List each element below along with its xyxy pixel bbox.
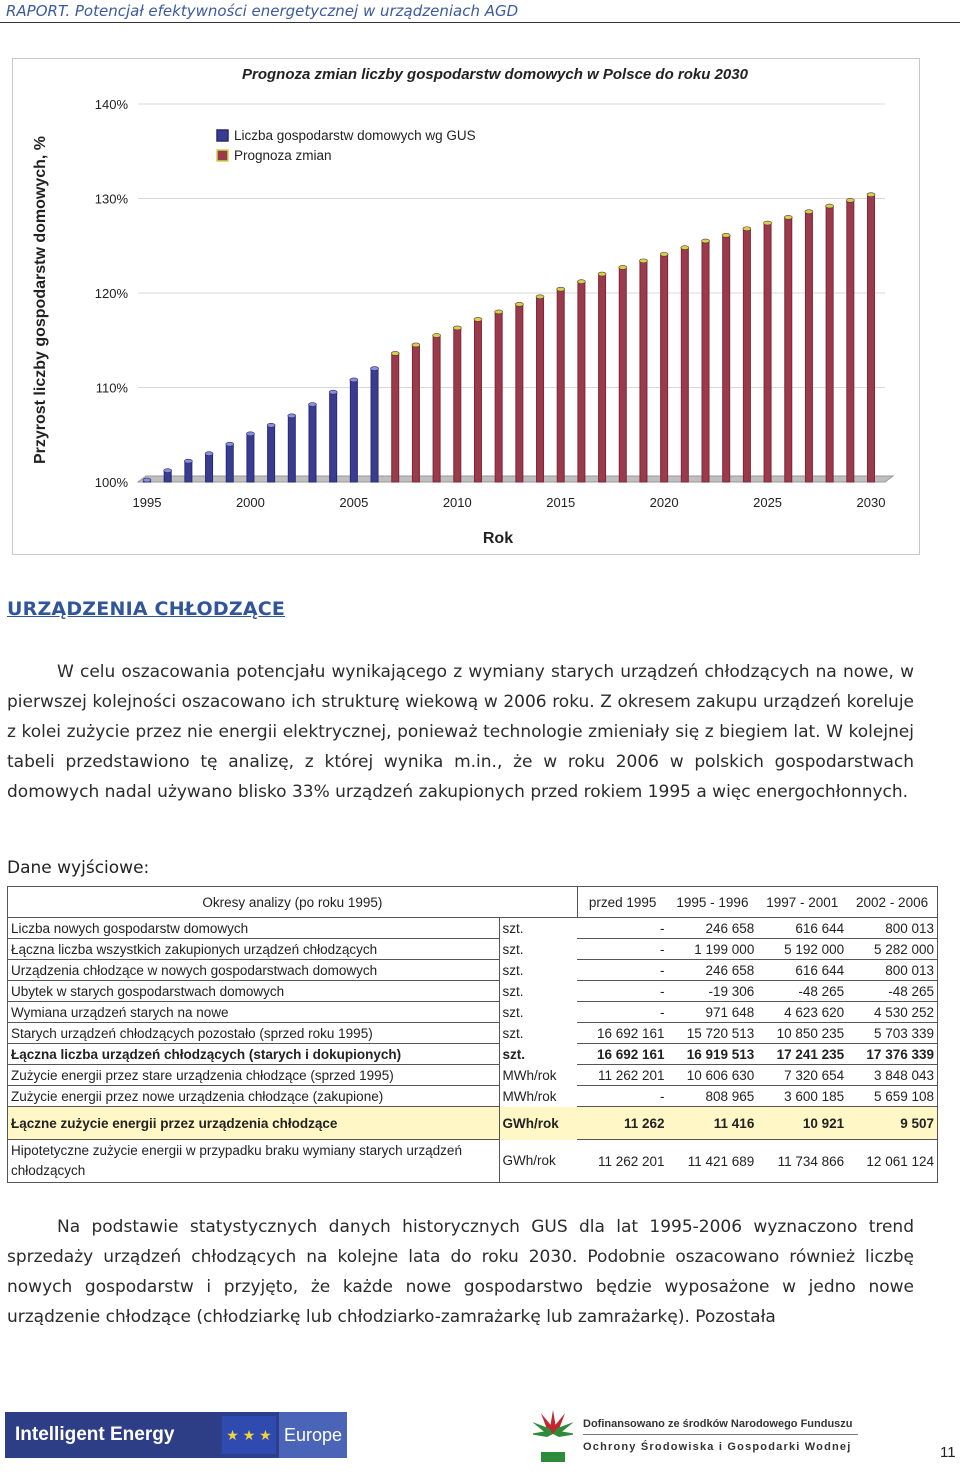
- row-value: 17 376 339: [847, 1044, 937, 1065]
- x-axis-label: Rok: [482, 530, 514, 547]
- bar: [371, 369, 378, 482]
- bar: [723, 235, 730, 482]
- row-value: 3 848 043: [847, 1065, 937, 1086]
- bar-cap: [805, 210, 813, 214]
- row-value: 808 965: [668, 1086, 758, 1107]
- x-tick-label: 2010: [442, 495, 472, 510]
- table-row: [8, 939, 938, 960]
- row-value: 16 919 513: [668, 1044, 758, 1065]
- table-row: [8, 1086, 938, 1107]
- legend-label: Prognoza zmian: [234, 148, 332, 163]
- bar: [433, 336, 440, 482]
- bar: [868, 195, 875, 482]
- bar-cap: [288, 414, 296, 418]
- bar-cap: [867, 193, 875, 197]
- y-axis-label: Przyrost liczby gospodarstw domowych, %: [32, 135, 49, 465]
- bar-cap: [784, 215, 792, 219]
- bar: [619, 267, 626, 482]
- bar-cap: [722, 233, 730, 237]
- bar: [681, 248, 688, 482]
- bar-cap: [536, 295, 544, 299]
- bar-cap: [598, 272, 606, 276]
- bar-cap: [226, 442, 234, 446]
- bar-cap: [577, 280, 585, 284]
- row-unit: szt.: [502, 983, 524, 999]
- chart-title: Prognoza zmian liczby gospodarstw domowych w Polsce do roku 2030: [242, 66, 748, 83]
- bar-cap: [743, 227, 751, 231]
- y-tick-label: 140%: [94, 97, 128, 112]
- table-row: [8, 1140, 938, 1183]
- row-label: Ubytek w starych gospodarstwach domowych: [8, 981, 500, 1002]
- row-value: 15 720 513: [668, 1023, 758, 1044]
- y-tick-label: 130%: [94, 191, 128, 207]
- bar: [578, 282, 585, 482]
- table-row: [8, 960, 938, 981]
- row-value: 10 606 630: [668, 1065, 758, 1086]
- row-value: 5 703 339: [847, 1023, 937, 1044]
- bar: [743, 229, 750, 482]
- x-tick-label: 2000: [235, 495, 265, 510]
- y-tick-label: 120%: [94, 286, 128, 301]
- row-unit: szt.: [502, 1004, 524, 1020]
- bar: [247, 434, 254, 482]
- nfosigw-line-2: Ochrony Środowiska i Gospodarki Wodnej: [583, 1441, 852, 1453]
- x-tick-label: 2015: [546, 495, 576, 510]
- bar: [288, 416, 295, 482]
- row-value: 616 644: [757, 960, 847, 981]
- x-tick-label: 2020: [649, 495, 679, 510]
- bar-cap: [515, 302, 523, 306]
- chart-svg: [0, 0, 960, 560]
- row-value: 11 262: [577, 1107, 667, 1140]
- row-label: Zużycie energii przez stare urządzenia chłodzące (sprzed 1995): [8, 1065, 500, 1086]
- row-unit: szt.: [502, 1046, 526, 1062]
- bar-cap: [826, 204, 834, 208]
- row-value: 5 282 000: [847, 939, 937, 960]
- table-row: [8, 1065, 938, 1086]
- table-row: [8, 1107, 938, 1140]
- bar-cap: [371, 367, 379, 371]
- section-title: URZĄDZENIA CHŁODZĄCE: [7, 598, 286, 620]
- x-tick-label: 2030: [856, 495, 886, 510]
- row-value: 16 692 161: [577, 1044, 667, 1065]
- bar: [330, 392, 337, 482]
- row-value: 17 241 235: [757, 1044, 847, 1065]
- data-table: [7, 886, 938, 1183]
- bar-cap: [681, 246, 689, 250]
- paragraph-2: [7, 1212, 914, 1332]
- row-unit: GWh/rok: [502, 1153, 556, 1169]
- bar-cap: [412, 343, 420, 347]
- row-value: 10 850 235: [757, 1023, 847, 1044]
- table-row: [8, 981, 938, 1002]
- bar: [412, 345, 419, 482]
- paragraph-1: [7, 657, 914, 807]
- bar-cap: [205, 452, 213, 456]
- bar-cap: [391, 351, 399, 355]
- bar: [392, 353, 399, 482]
- bar: [268, 425, 275, 482]
- row-value: 11 262 201: [577, 1065, 667, 1086]
- bar-cap: [184, 459, 192, 463]
- row-value: 16 692 161: [577, 1023, 667, 1044]
- row-value: -: [577, 981, 667, 1002]
- table-header-label: Okresy analizy (po roku 1995): [8, 887, 578, 918]
- bar: [764, 223, 771, 482]
- bar-cap: [764, 221, 772, 225]
- bar: [537, 297, 544, 482]
- row-unit: MWh/rok: [502, 1088, 557, 1104]
- dane-label: Dane wyjściowe:: [7, 858, 150, 878]
- bar-cap: [619, 265, 627, 269]
- page-number: 11: [940, 1444, 956, 1461]
- header-title: RAPORT. Potencjał efektywności energetycznej w urządzeniach AGD: [6, 2, 519, 20]
- eu-stars-icon: ★ ★ ★: [222, 1416, 276, 1454]
- row-label: Zużycie energii przez nowe urządzenia chłodzące (zakupione): [8, 1086, 500, 1107]
- bar-cap: [474, 317, 482, 321]
- row-value: -: [577, 960, 667, 981]
- bar-cap: [846, 198, 854, 202]
- bar: [557, 289, 564, 482]
- x-tick-label: 1995: [132, 495, 162, 510]
- bar: [474, 319, 481, 482]
- row-value: 800 013: [847, 960, 937, 981]
- row-value: -48 265: [757, 981, 847, 1002]
- bar: [661, 254, 668, 482]
- table-header-row: [8, 887, 938, 918]
- row-value: 11 262 201: [577, 1140, 667, 1183]
- row-value: 10 921: [757, 1107, 847, 1140]
- row-value: 4 530 252: [847, 1002, 937, 1023]
- row-value: 5 192 000: [757, 939, 847, 960]
- paragraph-1-text: W celu oszacowania potencjału wynikającego z wymiany starych urządzeń chłodzących na nowe, w pierwszej kolejności oszacowano ich strukturę wiekową w 2006 roku. Z okresem zakupu urządzeń koreluje z kolei zużycie przez nie energii elektrycznej, ponieważ technologie zmieniały się z biegiem lat. W kolejnej tabeli przedstawiono tę analizę, z której wynika m.in., że w roku 2006 w polskich gospodarstwach domowych nadal używano blisko 33% urządzeń zakupionych przed rokiem 1995 a więc energochłonnych.: [7, 662, 914, 802]
- bar: [350, 380, 357, 482]
- table-col-header: przed 1995: [577, 887, 667, 918]
- paragraph-2-text: Na podstawie statystycznych danych historycznych GUS dla lat 1995-2006 wyznaczono trend sprzedaży urządzeń chłodzących na kolejne lata do roku 2030. Podobnie oszacowano również liczbę nowych gospodarstw i przyjęto, że każde nowe gospodarstwo będzie wyposażone w jedno nowe urządzenie chłodzące (chłodziarkę lub chłodziarko-zamrażarkę lub zamrażarkę). Pozostała: [7, 1217, 914, 1327]
- row-value: 7 320 654: [757, 1065, 847, 1086]
- y-tick-label: 100%: [94, 475, 128, 490]
- legend-swatch: [217, 150, 228, 161]
- bar-cap: [660, 252, 668, 256]
- row-value: 971 648: [668, 1002, 758, 1023]
- row-value: 12 061 124: [847, 1140, 937, 1183]
- table-col-header: 2002 - 2006: [847, 887, 937, 918]
- bar: [226, 444, 233, 482]
- bar-cap: [639, 259, 647, 263]
- row-value: 11 734 866: [757, 1140, 847, 1183]
- bar: [516, 304, 523, 482]
- bar-cap: [143, 478, 151, 482]
- bar-cap: [267, 423, 275, 427]
- ie-logo-right: Europe: [279, 1412, 347, 1458]
- bar: [785, 217, 792, 482]
- bar: [454, 328, 461, 482]
- bar-cap: [329, 390, 337, 394]
- bar-cap: [557, 287, 565, 291]
- row-value: -: [577, 1086, 667, 1107]
- intelligent-energy-logo: [5, 1412, 347, 1458]
- row-value: 3 600 185: [757, 1086, 847, 1107]
- bar: [599, 274, 606, 482]
- row-label: Starych urządzeń chłodzących pozostało (sprzed roku 1995): [8, 1023, 500, 1044]
- table-row: [8, 1023, 938, 1044]
- table-row: [8, 1044, 938, 1065]
- row-value: 1 199 000: [668, 939, 758, 960]
- bar-cap: [350, 378, 358, 382]
- bar: [702, 241, 709, 482]
- bar-cap: [433, 334, 441, 338]
- row-unit: szt.: [502, 920, 524, 936]
- x-tick-label: 2005: [339, 495, 369, 510]
- footer: [0, 1400, 960, 1474]
- row-label: Łączne zużycie energii przez urządzenia chłodzące: [8, 1107, 500, 1140]
- legend-label: Liczba gospodarstw domowych wg GUS: [234, 128, 476, 143]
- table-col-header: 1997 - 2001: [757, 887, 847, 918]
- table-row: [8, 918, 938, 939]
- bar: [185, 461, 192, 482]
- row-value: -: [577, 918, 667, 939]
- row-label: Łączna liczba wszystkich zakupionych urządzeń chłodzących: [8, 939, 500, 960]
- row-value: 5 659 108: [847, 1086, 937, 1107]
- row-label: Liczba nowych gospodarstw domowych: [8, 918, 500, 939]
- row-label: Hipotetyczne zużycie energii w przypadku braku wymiany starych urządzeń chłodzących: [8, 1140, 500, 1183]
- row-value: 246 658: [668, 960, 758, 981]
- row-unit: szt.: [502, 1025, 524, 1041]
- row-unit: szt.: [502, 962, 524, 978]
- nfosigw-line-1: Dofinansowano ze środków Narodowego Funduszu: [583, 1418, 853, 1430]
- bar-cap: [495, 310, 503, 314]
- bar-cap: [702, 239, 710, 243]
- row-value: -: [577, 939, 667, 960]
- row-value: 11 416: [668, 1107, 758, 1140]
- bar: [495, 312, 502, 482]
- y-tick-label: 110%: [95, 380, 128, 396]
- row-value: -: [577, 1002, 667, 1023]
- x-tick-label: 2025: [753, 495, 783, 510]
- bar: [640, 261, 647, 482]
- bar-cap: [308, 403, 316, 407]
- nfosigw-logo-icon: [533, 1408, 573, 1464]
- bar: [206, 454, 213, 482]
- bar: [309, 405, 316, 482]
- legend-swatch: [217, 130, 228, 141]
- row-value: 4 623 620: [757, 1002, 847, 1023]
- bar: [805, 212, 812, 482]
- row-value: 9 507: [847, 1107, 937, 1140]
- bar-cap: [453, 326, 461, 330]
- row-unit: GWh/rok: [499, 1107, 577, 1140]
- table-col-header: 1995 - 1996: [668, 887, 758, 918]
- row-value: 616 644: [757, 918, 847, 939]
- bar: [847, 200, 854, 482]
- row-value: 800 013: [847, 918, 937, 939]
- row-unit: MWh/rok: [502, 1067, 557, 1083]
- nfosigw-divider: [583, 1434, 858, 1435]
- row-label: Wymiana urządzeń starych na nowe: [8, 1002, 500, 1023]
- ie-logo-left: Intelligent Energy: [5, 1412, 220, 1458]
- row-unit: szt.: [502, 941, 524, 957]
- row-value: -48 265: [847, 981, 937, 1002]
- row-value: -19 306: [668, 981, 758, 1002]
- table-row: [8, 1002, 938, 1023]
- row-value: 246 658: [668, 918, 758, 939]
- bar: [826, 206, 833, 482]
- bar-cap: [246, 432, 254, 436]
- bar-cap: [164, 469, 172, 473]
- row-value: 11 421 689: [668, 1140, 758, 1183]
- row-label: Łączna liczba urządzeń chłodzących (starych i dokupionych): [8, 1044, 500, 1065]
- row-label: Urządzenia chłodzące w nowych gospodarstwach domowych: [8, 960, 500, 981]
